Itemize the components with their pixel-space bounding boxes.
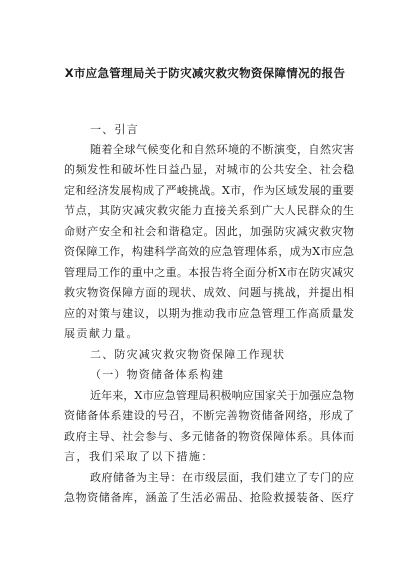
reserve-line-3: 政府主导、社会参与、多元储备的物资保障体系。具体而 xyxy=(64,430,354,443)
section-heading-status: 二、防灾减灾救灾物资保障工作现状 xyxy=(90,348,286,361)
intro-line-1: 随着全球气候变化和自然环境的不断演变，自然灾害 xyxy=(90,143,354,156)
intro-line-4: 节点，其防灾减灾救灾能力直接关系到广大人民群众的生 xyxy=(64,204,354,217)
intro-line-7: 管理局工作的重中之重。本报告将全面分析X市在防灾减灾 xyxy=(64,266,354,279)
intro-line-3: 定和经济发展构成了严峻挑战。X市，作为区域发展的重要 xyxy=(64,184,354,197)
section-heading-introduction: 一、引言 xyxy=(90,123,139,136)
reserve-line-2: 资储备体系建设的号召，不断完善物资储备网络，形成了 xyxy=(64,409,354,422)
intro-line-8: 救灾物资保障方面的现状、成效、问题与挑战，并提出相 xyxy=(64,286,354,299)
intro-line-2: 的频发性和破坏性日益凸显，对城市的公共安全、社会稳 xyxy=(64,163,354,176)
gov-reserve-line-2: 急物资储备库，涵盖了生活必需品、抢险救援装备、医疗 xyxy=(64,491,354,504)
subsection-heading-reserve-system: （一）物资储备体系构建 xyxy=(90,368,225,381)
intro-line-10: 展贡献力量。 xyxy=(64,327,139,340)
gov-reserve-line-1: 政府储备为主导：在市级层面，我们建立了专门的应 xyxy=(90,471,354,484)
reserve-line-4: 言，我们采取了以下措施： xyxy=(64,450,214,463)
intro-line-9: 应的对策与建议，以期为推动我市应急管理工作高质量发 xyxy=(64,307,354,320)
document-title: X市应急管理局关于防灾减灾救灾物资保障情况的报告 xyxy=(64,66,346,80)
intro-line-5: 命财产安全和社会和谐稳定。因此，加强防灾减灾救灾物 xyxy=(64,225,354,238)
reserve-line-1: 近年来，X市应急管理局积极响应国家关于加强应急物 xyxy=(90,389,354,402)
intro-line-6: 资保障工作，构建科学高效的应急管理体系，成为X市应急 xyxy=(64,245,354,258)
